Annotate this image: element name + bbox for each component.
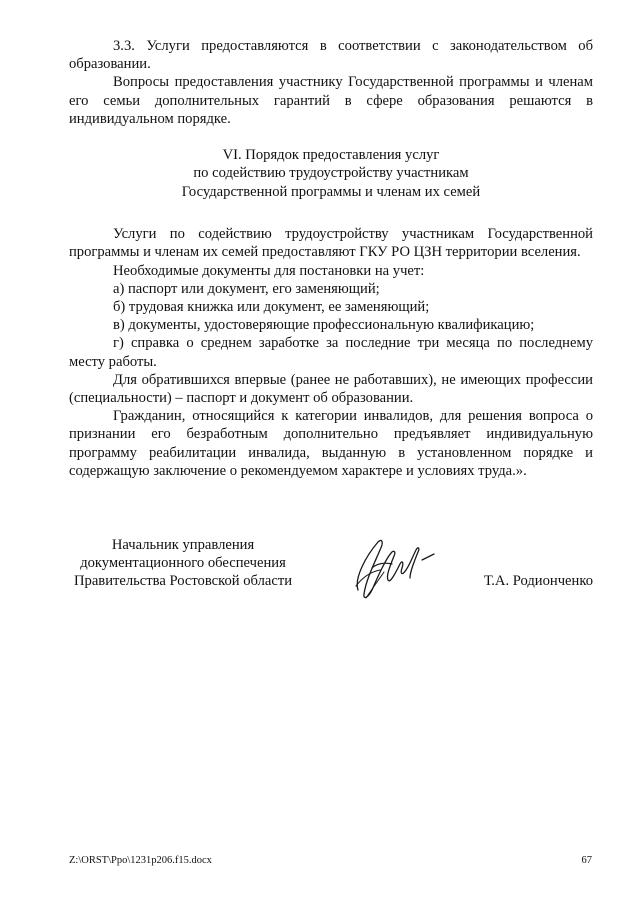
signatory-title-line-3: Правительства Ростовской области <box>73 573 293 590</box>
section-heading-line-3: Государственной программы и членам их семей <box>181 183 481 200</box>
list-item-g: г) справка о среднем заработке за последние три месяца по последнему месту работы. <box>69 335 593 370</box>
list-item-v: в) документы, удостоверяющие профессиональную квалификацию; <box>113 317 535 334</box>
paragraph-education-guarantees: Вопросы предоставления участнику Государственной программы и членам его семьи дополнительных гарантий в сфере образования решаются в индивидуальном порядке. <box>69 74 593 127</box>
list-item-b: б) трудовая книжка или документ, ее заменяющий; <box>113 299 430 316</box>
signatory-title-line-2: документационного обеспечения <box>80 555 286 572</box>
paragraph-employment-services: Услуги по содействию трудоустройству участникам Государственной программы и членам их семей предоставляют ГКУ РО ЦЗН территории вселения. <box>69 226 593 261</box>
section-heading-line-2: по содействию трудоустройству участникам <box>193 165 469 182</box>
list-item-a: а) паспорт или документ, его заменяющий; <box>113 280 380 297</box>
footer-file-path: Z:\ORST\Ppo\1231p206.f15.docx <box>69 855 212 866</box>
signatory-name: Т.А. Родионченко <box>483 573 593 589</box>
section-heading-line-1: VI. Порядок предоставления услуг <box>222 147 440 164</box>
handwritten-signature <box>336 528 456 608</box>
paragraph-3-3: 3.3. Услуги предоставляются в соответствии с законодательством об образовании. <box>69 38 593 73</box>
signature-block <box>68 536 593 606</box>
document-body <box>69 37 593 480</box>
signatory-title-line-1: Начальник управления <box>111 537 255 553</box>
section-heading <box>69 146 593 201</box>
footer-page-number: 67 <box>581 855 592 866</box>
paragraph-disabled-citizens: Гражданин, относящийся к категории инвалидов, для решения вопроса о признании его безработным дополнительно предъявляет индивидуальную программу реабилитации инвалида, выданную в установленном порядке и содержащую заключение о рекомендуемом характере и условиях труда.». <box>69 408 593 479</box>
signatory-title <box>68 536 298 591</box>
paragraph-required-documents: Необходимые документы для постановки на учет: <box>113 262 425 279</box>
paragraph-first-time-applicants: Для обратившихся впервые (ранее не работавших), не имеющих профессии (специальности) – паспорт и документ об образовании. <box>69 371 593 407</box>
